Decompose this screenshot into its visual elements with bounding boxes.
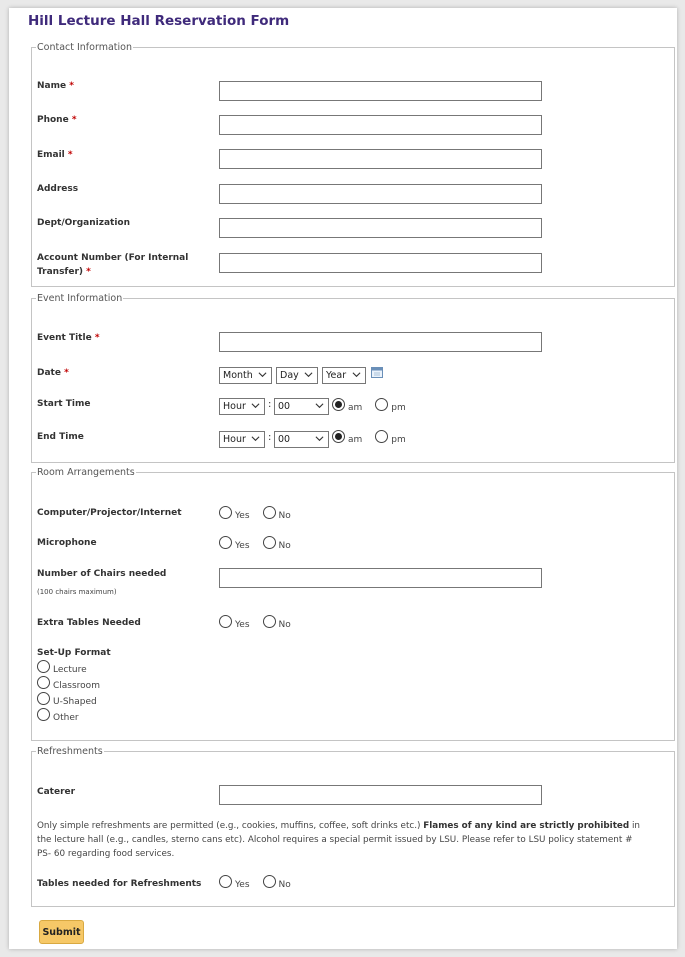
yes-label: Yes xyxy=(235,540,250,551)
extra-tables-group xyxy=(219,615,304,628)
chevron-down-icon xyxy=(258,370,267,379)
start-ampm-group xyxy=(332,398,419,411)
chevron-down-icon xyxy=(251,434,260,443)
name-input[interactable] xyxy=(219,81,542,101)
yes-label: Yes xyxy=(235,510,250,521)
microphone-yes-radio[interactable] xyxy=(219,536,232,549)
end-minute-value: 00 xyxy=(278,434,291,445)
setup-classroom-radio[interactable] xyxy=(37,676,50,689)
required-mark: * xyxy=(64,368,69,378)
refreshments-notice: Only simple refreshments are permitted (e.g., cookies, muffins, coffee, soft drinks etc.) Flames of any kind are strictly prohibited in the lecture hall (e.g., candles, sterno cans etc). Alcohol requires a special permit issued by LSU. Please refer to LSU policy statement # PS- 60 regarding food services. xyxy=(37,821,640,859)
pm-label: pm xyxy=(391,434,406,445)
microphone-label: Microphone xyxy=(37,538,97,548)
start-minute-value: 00 xyxy=(278,401,291,412)
end-hour-select[interactable] xyxy=(219,431,265,448)
required-mark: * xyxy=(94,333,100,343)
chevron-down-icon xyxy=(352,370,361,379)
caterer-label: Caterer xyxy=(37,787,76,797)
account-number-input[interactable] xyxy=(219,253,542,273)
contact-information-section xyxy=(31,42,675,287)
start-time-label: Start Time xyxy=(37,399,91,409)
start-hour-value: Hour xyxy=(223,401,246,412)
setup-lecture-radio[interactable] xyxy=(37,660,50,673)
end-ampm-group xyxy=(332,430,419,443)
calendar-icon[interactable] xyxy=(371,367,383,378)
dept-organization-input[interactable] xyxy=(219,218,542,238)
email-input[interactable] xyxy=(219,149,542,169)
event-information-section xyxy=(31,293,675,463)
end-am-radio[interactable] xyxy=(332,430,345,443)
no-label: No xyxy=(278,540,291,551)
am-label: am xyxy=(348,434,363,445)
start-hour-select[interactable] xyxy=(219,398,265,415)
month-select-value: Month xyxy=(223,370,253,381)
chairs-needed-input[interactable] xyxy=(219,568,542,588)
room-arrangements-legend: Room Arrangements xyxy=(37,467,135,478)
extra-tables-no-radio[interactable] xyxy=(263,615,276,628)
flames-prohibited-text: Flames of any kind are strictly prohibited xyxy=(423,821,630,831)
required-mark: * xyxy=(86,267,91,277)
setup-option-u-shaped xyxy=(37,692,110,705)
setup-option-lecture xyxy=(37,660,100,673)
yes-label: Yes xyxy=(235,619,250,630)
yes-label: Yes xyxy=(235,879,250,890)
time-separator: : xyxy=(268,399,272,410)
setup-option-label: Other xyxy=(53,712,79,723)
phone-label: Phone * xyxy=(37,115,77,125)
end-pm-radio[interactable] xyxy=(375,430,388,443)
setup-option-label: Classroom xyxy=(53,680,100,691)
chairs-needed-label: Number of Chairs needed xyxy=(37,569,167,579)
required-mark: * xyxy=(69,81,74,91)
address-input[interactable] xyxy=(219,184,542,204)
chevron-down-icon xyxy=(315,401,324,410)
no-label: No xyxy=(278,879,291,890)
computer-no-radio[interactable] xyxy=(263,506,276,519)
required-mark: * xyxy=(71,115,77,125)
refreshment-tables-yes-radio[interactable] xyxy=(219,875,232,888)
page-title: Hill Lecture Hall Reservation Form xyxy=(28,13,290,29)
event-title-label: Event Title * xyxy=(37,333,100,343)
name-label: Name * xyxy=(37,81,74,91)
setup-option-label: U-Shaped xyxy=(53,696,97,707)
refreshment-tables-no-radio[interactable] xyxy=(263,875,276,888)
setup-option-other xyxy=(37,708,92,721)
computer-projector-label: Computer/Projector/Internet xyxy=(37,508,182,518)
chevron-down-icon xyxy=(304,370,313,379)
reservation-form-card xyxy=(9,8,677,949)
microphone-no-radio[interactable] xyxy=(263,536,276,549)
required-mark: * xyxy=(67,150,73,160)
start-pm-radio[interactable] xyxy=(375,398,388,411)
room-arrangements-section xyxy=(31,467,675,741)
contact-information-legend: Contact Information xyxy=(37,42,132,53)
day-select[interactable] xyxy=(276,367,318,384)
setup-option-label: Lecture xyxy=(53,664,87,675)
time-separator: : xyxy=(268,432,272,443)
event-title-input[interactable] xyxy=(219,332,542,352)
refreshments-section xyxy=(31,746,675,907)
address-label: Address xyxy=(37,184,79,194)
start-minute-select[interactable] xyxy=(274,398,329,415)
chevron-down-icon xyxy=(315,434,324,443)
no-label: No xyxy=(278,510,291,521)
day-select-value: Day xyxy=(280,370,299,381)
setup-other-radio[interactable] xyxy=(37,708,50,721)
extra-tables-yes-radio[interactable] xyxy=(219,615,232,628)
setup-u-shaped-radio[interactable] xyxy=(37,692,50,705)
year-select[interactable] xyxy=(322,367,366,384)
extra-tables-label: Extra Tables Needed xyxy=(37,618,141,628)
chairs-maximum-note: (100 chairs maximum) xyxy=(37,588,117,596)
dept-organization-label: Dept/Organization xyxy=(37,218,130,228)
submit-button[interactable]: Submit xyxy=(39,920,84,944)
date-label: Date * xyxy=(37,368,69,378)
pm-label: pm xyxy=(391,402,406,413)
month-select[interactable] xyxy=(219,367,272,384)
no-label: No xyxy=(278,619,291,630)
refreshment-tables-label: Tables needed for Refreshments xyxy=(37,879,202,889)
refreshments-legend: Refreshments xyxy=(37,746,103,757)
refreshment-tables-group xyxy=(219,875,304,888)
computer-yes-radio[interactable] xyxy=(219,506,232,519)
chevron-down-icon xyxy=(251,401,260,410)
end-hour-value: Hour xyxy=(223,434,246,445)
caterer-input[interactable] xyxy=(219,785,542,805)
microphone-group xyxy=(219,536,304,549)
account-number-label: Account Number (For Internal Transfer) * xyxy=(37,253,189,277)
end-time-label: End Time xyxy=(37,432,84,442)
year-select-value: Year xyxy=(326,370,347,381)
end-minute-select[interactable] xyxy=(274,431,329,448)
start-am-radio[interactable] xyxy=(332,398,345,411)
setup-format-label: Set-Up Format xyxy=(37,648,111,658)
event-information-legend: Event Information xyxy=(37,293,123,304)
setup-option-classroom xyxy=(37,676,113,689)
computer-projector-group xyxy=(219,506,304,519)
phone-input[interactable] xyxy=(219,115,542,135)
am-label: am xyxy=(348,402,363,413)
email-label: Email * xyxy=(37,150,73,160)
